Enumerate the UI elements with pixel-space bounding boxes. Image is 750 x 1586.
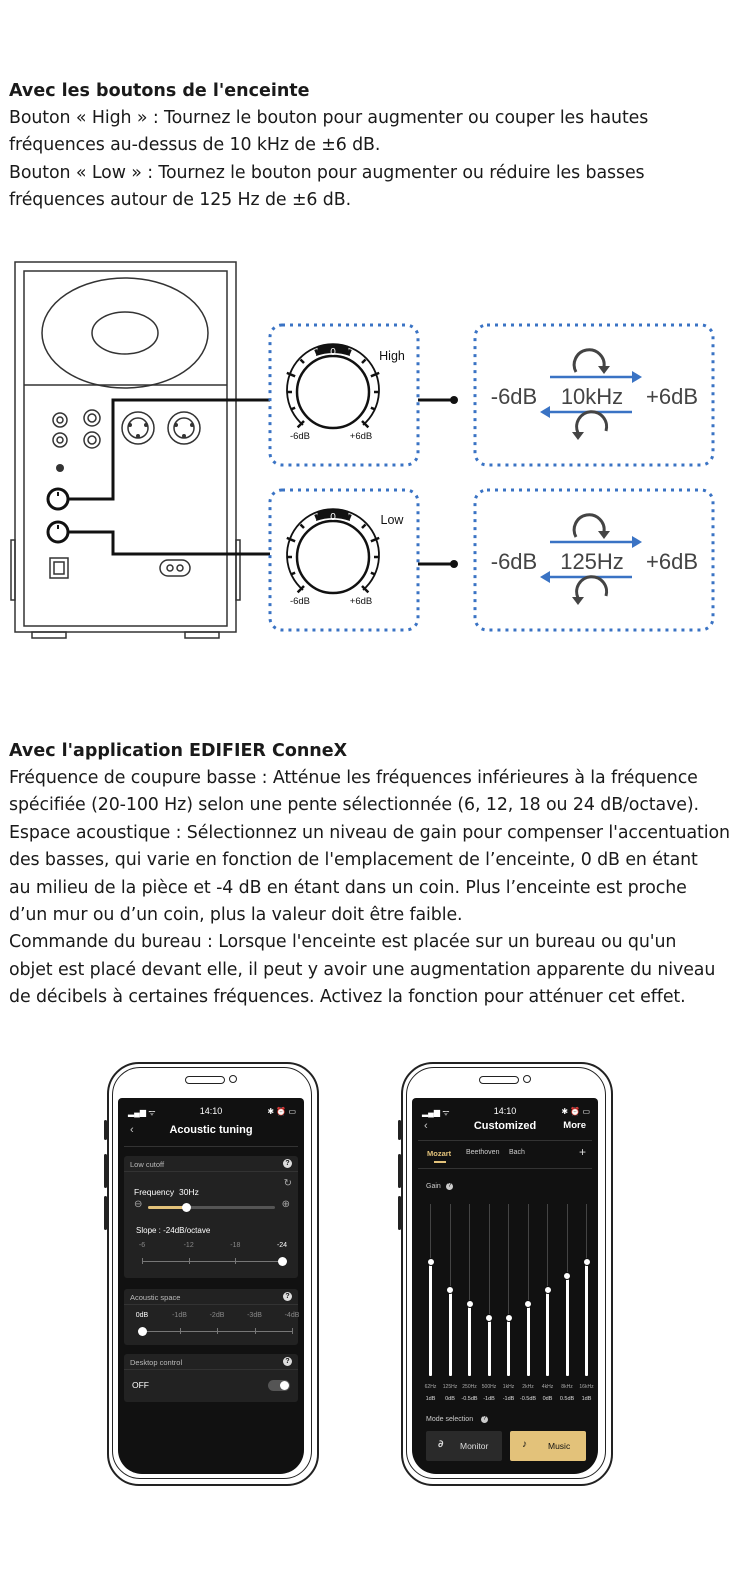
help-icon[interactable]: ?: [482, 1416, 487, 1422]
mode-selection-label: Mode selection: [426, 1416, 474, 1423]
high-range-left: -6dB: [490, 384, 538, 409]
app-screen: [118, 1098, 304, 1474]
phone-acoustic-tuning: [107, 1062, 319, 1488]
back-icon[interactable]: ‹: [424, 1120, 428, 1132]
speaker-knob-high: [48, 489, 68, 509]
acoustic-space-tick-label: -1dB: [172, 1312, 187, 1319]
signal-icon: ▂▄▆ ᯤ: [422, 1108, 450, 1117]
text-line: Bouton « High » : Tournez le bouton pour augmenter ou couper les hautes: [9, 108, 649, 128]
eq-band-thumb[interactable]: [544, 1286, 552, 1294]
add-preset-button[interactable]: +: [578, 1145, 586, 1159]
slope-tick-label: -6: [138, 1242, 146, 1249]
frequency-slider-thumb[interactable]: [182, 1203, 191, 1212]
high-zero-label: 0: [330, 347, 336, 358]
help-icon[interactable]: ?: [283, 1357, 292, 1366]
eq-band-label: 250Hz: [462, 1384, 477, 1390]
desktop-control-state: OFF: [132, 1380, 149, 1390]
phone-speaker: [185, 1076, 225, 1084]
eq-band-bar: [566, 1276, 569, 1376]
high-range-center: 10kHz: [560, 384, 624, 409]
eq-band-thumb[interactable]: [505, 1314, 513, 1322]
text-line: Espace acoustique : Sélectionnez un niveau de gain pour compenser l'accentuation: [9, 822, 730, 843]
help-icon[interactable]: ?: [283, 1159, 292, 1168]
acoustic-space-tick-label: -2dB: [209, 1312, 225, 1319]
eq-band-bar: [488, 1318, 491, 1376]
eq-band-value: 0.5dB: [559, 1396, 575, 1402]
minus-icon[interactable]: ⊖: [134, 1199, 143, 1210]
phone-camera: [523, 1075, 531, 1083]
eq-band-value: 1dB: [425, 1396, 436, 1402]
eq-band-thumb[interactable]: [563, 1272, 571, 1280]
speaker-knob-diagram: [0, 250, 750, 650]
preset-tab-mozart[interactable]: Mozart: [427, 1149, 452, 1158]
slope-slider[interactable]: [142, 1261, 282, 1262]
eq-band-label: 2kHz: [522, 1384, 534, 1390]
back-icon[interactable]: ‹: [130, 1124, 134, 1136]
frequency-value: 30Hz: [179, 1187, 199, 1197]
phone-speaker: [479, 1076, 519, 1084]
eq-band-bar: [507, 1318, 510, 1376]
text-line: Fréquence de coupure basse : Atténue les fréquences inférieures à la fréquence: [9, 768, 698, 788]
phone-customized-eq: [401, 1062, 613, 1488]
eq-band-label: 16kHz: [579, 1384, 594, 1390]
high-knob-label: High: [379, 349, 405, 363]
eq-band-bar: [429, 1262, 432, 1376]
eq-band-thumb[interactable]: [583, 1258, 591, 1266]
plus-icon[interactable]: ⊕: [281, 1199, 290, 1210]
acoustic-space-tick-mark: [292, 1328, 293, 1334]
eq-band-thumb[interactable]: [485, 1314, 493, 1322]
low-range-right: +6dB: [646, 549, 698, 574]
eq-band-label: 1kHz: [502, 1384, 515, 1390]
low-zero-label: 0: [330, 512, 336, 523]
mode-monitor-label: Monitor: [460, 1441, 489, 1451]
slope-tick-label: -12: [183, 1242, 194, 1249]
text-line: des basses, qui varie en fonction de l'emplacement de l’enceinte, 0 dB en étant: [9, 850, 698, 871]
battery-icon: ✱ ⏰ ▭: [267, 1107, 296, 1116]
acoustic-space-tick-label: -3dB: [247, 1312, 262, 1319]
acoustic-space-card: [124, 1289, 298, 1345]
frequency-slider[interactable]: [148, 1206, 275, 1209]
acoustic-space-slider[interactable]: [142, 1331, 292, 1332]
music-note-icon: ♪: [522, 1439, 527, 1450]
frequency-label: Frequency: [134, 1187, 175, 1197]
eq-band-thumb[interactable]: [466, 1300, 474, 1308]
phone-camera: [229, 1075, 237, 1083]
screen-title: Customized: [473, 1120, 537, 1132]
text-line: fréquences autour de 125 Hz de ±6 dB.: [9, 190, 352, 211]
desktop-control-card: [124, 1354, 298, 1402]
more-button[interactable]: More: [563, 1120, 586, 1131]
eq-band-value: 0dB: [445, 1396, 455, 1402]
acoustic-space-thumb[interactable]: [138, 1327, 147, 1336]
screen-title: Acoustic tuning: [169, 1124, 253, 1136]
app-screen: [412, 1098, 598, 1474]
speaker-knob-low: [48, 522, 68, 542]
high-range-right: +6dB: [646, 384, 698, 409]
help-icon[interactable]: ?: [283, 1292, 292, 1301]
eq-band-bar: [468, 1304, 471, 1376]
section2-body: [9, 765, 744, 1012]
eq-band-label: 125Hz: [442, 1384, 458, 1390]
low-min-label: -6dB: [289, 596, 311, 607]
low-cutoff-header: Low cutoff: [130, 1160, 165, 1169]
preset-tab-beethoven[interactable]: Beethoven: [466, 1149, 500, 1156]
eq-band-value: -0.5dB: [519, 1396, 537, 1402]
eq-band-bar: [585, 1262, 588, 1376]
text-line: Commande du bureau : Lorsque l'enceinte est placée sur un bureau ou qu'un: [9, 932, 677, 953]
desktop-control-toggle[interactable]: [268, 1380, 290, 1391]
low-max-label: +6dB: [349, 596, 373, 607]
section1-title: Avec les boutons de l'enceinte: [9, 81, 310, 101]
eq-band-value: 1dB: [581, 1396, 592, 1402]
slope-tick-label: -18: [230, 1242, 241, 1249]
mode-music-button[interactable]: [510, 1431, 586, 1461]
desktop-control-header: Desktop control: [130, 1358, 183, 1367]
status-time: 14:10: [199, 1106, 223, 1116]
ear-icon: 𝟃: [438, 1439, 444, 1450]
gain-label: Gain: [426, 1183, 441, 1190]
eq-band-bar: [449, 1290, 452, 1376]
mode-music-label: Music: [548, 1441, 571, 1451]
acoustic-space-header: Acoustic space: [130, 1293, 181, 1302]
eq-band-thumb[interactable]: [446, 1286, 454, 1294]
speaker-rear-panel: [11, 262, 240, 638]
eq-band-label: 8kHz: [561, 1384, 573, 1390]
frequency-slider-fill: [148, 1206, 186, 1209]
slope-label: Slope : -24dB/octave: [136, 1226, 211, 1235]
eq-band-label: 4kHz: [541, 1384, 554, 1390]
eq-band-thumb[interactable]: [524, 1300, 532, 1308]
text-line: au milieu de la pièce et -4 dB en étant dans un coin. Plus l’enceinte est proche: [9, 877, 687, 898]
text-line: objet est placé devant elle, il peut y avoir une augmentation apparente du niveau: [9, 959, 716, 980]
high-min-label: -6dB: [289, 431, 311, 442]
eq-band-label: 62Hz: [424, 1384, 437, 1390]
eq-band-bar: [527, 1304, 530, 1376]
section2-title: Avec l'application EDIFIER ConneX: [9, 741, 348, 761]
slope-slider-thumb[interactable]: [278, 1257, 287, 1266]
eq-band-thumb[interactable]: [427, 1258, 435, 1266]
low-range-center: 125Hz: [560, 549, 624, 574]
text-line: de décibels à certaines fréquences. Activez la fonction pour atténuer cet effet.: [9, 987, 686, 1008]
acoustic-space-tick-label: -4dB: [284, 1312, 300, 1319]
reset-icon[interactable]: ↻: [283, 1178, 292, 1189]
section1-body: [9, 105, 744, 215]
acoustic-space-tick-label: 0dB: [135, 1312, 149, 1319]
low-knob-label: Low: [380, 513, 404, 527]
text-line: d’un mur ou d’un coin, plus la valeur doit être faible.: [9, 905, 463, 926]
eq-band-value: -1dB: [483, 1396, 495, 1402]
eq-band-label: 500Hz: [481, 1384, 497, 1390]
status-time: 14:10: [493, 1106, 517, 1116]
eq-band-value: -1dB: [502, 1396, 515, 1402]
battery-icon: ✱ ⏰ ▭: [561, 1107, 590, 1116]
text-line: fréquences au-dessus de 10 kHz de ±6 dB.: [9, 135, 381, 156]
help-icon[interactable]: ?: [447, 1183, 452, 1189]
eq-band-bar: [546, 1290, 549, 1376]
low-range-left: -6dB: [490, 549, 538, 574]
eq-band-value: 0dB: [542, 1396, 553, 1402]
text-line: spécifiée (20-100 Hz) selon une pente sélectionnée (6, 12, 18 ou 24 dB/octave).: [9, 795, 699, 816]
preset-tab-bach[interactable]: Bach: [509, 1149, 525, 1156]
mode-monitor-button[interactable]: [426, 1431, 502, 1461]
slope-tick-label: -24: [276, 1242, 288, 1249]
high-max-label: +6dB: [349, 431, 373, 442]
low-cutoff-card: [124, 1156, 298, 1278]
eq-band-value: -0.5dB: [461, 1396, 478, 1402]
equalizer[interactable]: [412, 1194, 598, 1414]
signal-icon: ▂▄▆ ᯤ: [128, 1108, 156, 1117]
text-line: Bouton « Low » : Tournez le bouton pour augmenter ou réduire les basses: [9, 162, 645, 183]
